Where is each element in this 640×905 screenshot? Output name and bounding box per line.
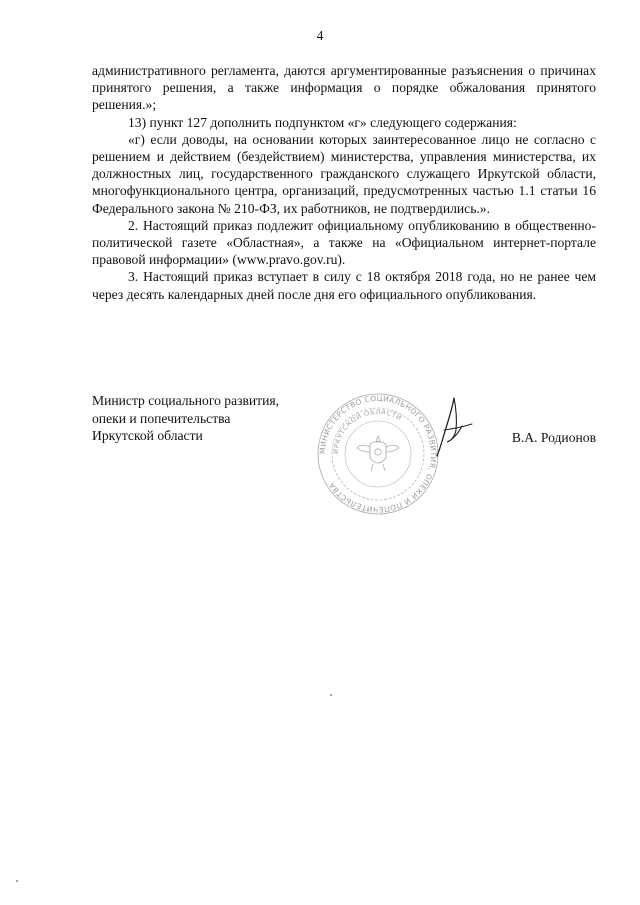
paragraph-continuation: административного регламента, даются аргументированные разъяснения о причинах принятого решения, а также информация о порядке обжалования принятого решения.»;: [92, 63, 596, 113]
scan-artifact-dot: [330, 694, 332, 696]
scan-artifact-dot: [16, 880, 18, 882]
paragraph-item-3: 3. Настоящий приказ вступает в силу с 18 октября 2018 года, но не ранее чем через десять календарных дней после дня его официального опубликования.: [92, 269, 596, 302]
signature-block: [92, 392, 596, 532]
paragraph-item-2: 2. Настоящий приказ подлежит официальному опубликованию в общественно-политической газете «Областная», а также на «Официальном интернет-портале правовой информации» (www.pravo.gov.ru).: [92, 217, 596, 268]
paragraph-subitem-g: «г) если доводы, на основании которых заинтересованное лицо не согласно с решением и действием (бездействием) министерства, управления министерства, их должностных лиц, государственного гражданского служащего Иркутской области, многофункционального центра, организаций, предусмотренных частью 1.1 статьи 16 Федерального закона № 210-ФЗ, их работников, не подтвердились.».: [92, 131, 596, 216]
paragraph-item-13: 13) пункт 127 дополнить подпунктом «г» следующего содержания:: [128, 114, 517, 130]
seal-inner-ring: [345, 421, 411, 487]
signer-name: В.А. Родионов: [511, 430, 596, 445]
seal-inner-text: ИРКУТСКОЙ ОБЛАСТИ: [331, 407, 404, 455]
signer-position-line-1: Министр социального развития,: [92, 393, 280, 408]
document-body: [92, 62, 596, 303]
signer-position: [92, 392, 279, 445]
official-seal: [316, 392, 440, 516]
seal-emblem: [357, 436, 399, 471]
seal-outer-text: МИНИСТЕРСТВО СОЦИАЛЬНОГО РАЗВИТИЯ, ОПЕКИ И ПОПЕЧИТЕЛЬСТВА: [317, 393, 439, 515]
signer-position-line-3: Иркутской области: [92, 428, 203, 443]
signer-position-line-2: опеки и попечительства: [92, 410, 231, 426]
handwritten-signature: [434, 396, 474, 458]
page-number: 4: [316, 28, 324, 43]
